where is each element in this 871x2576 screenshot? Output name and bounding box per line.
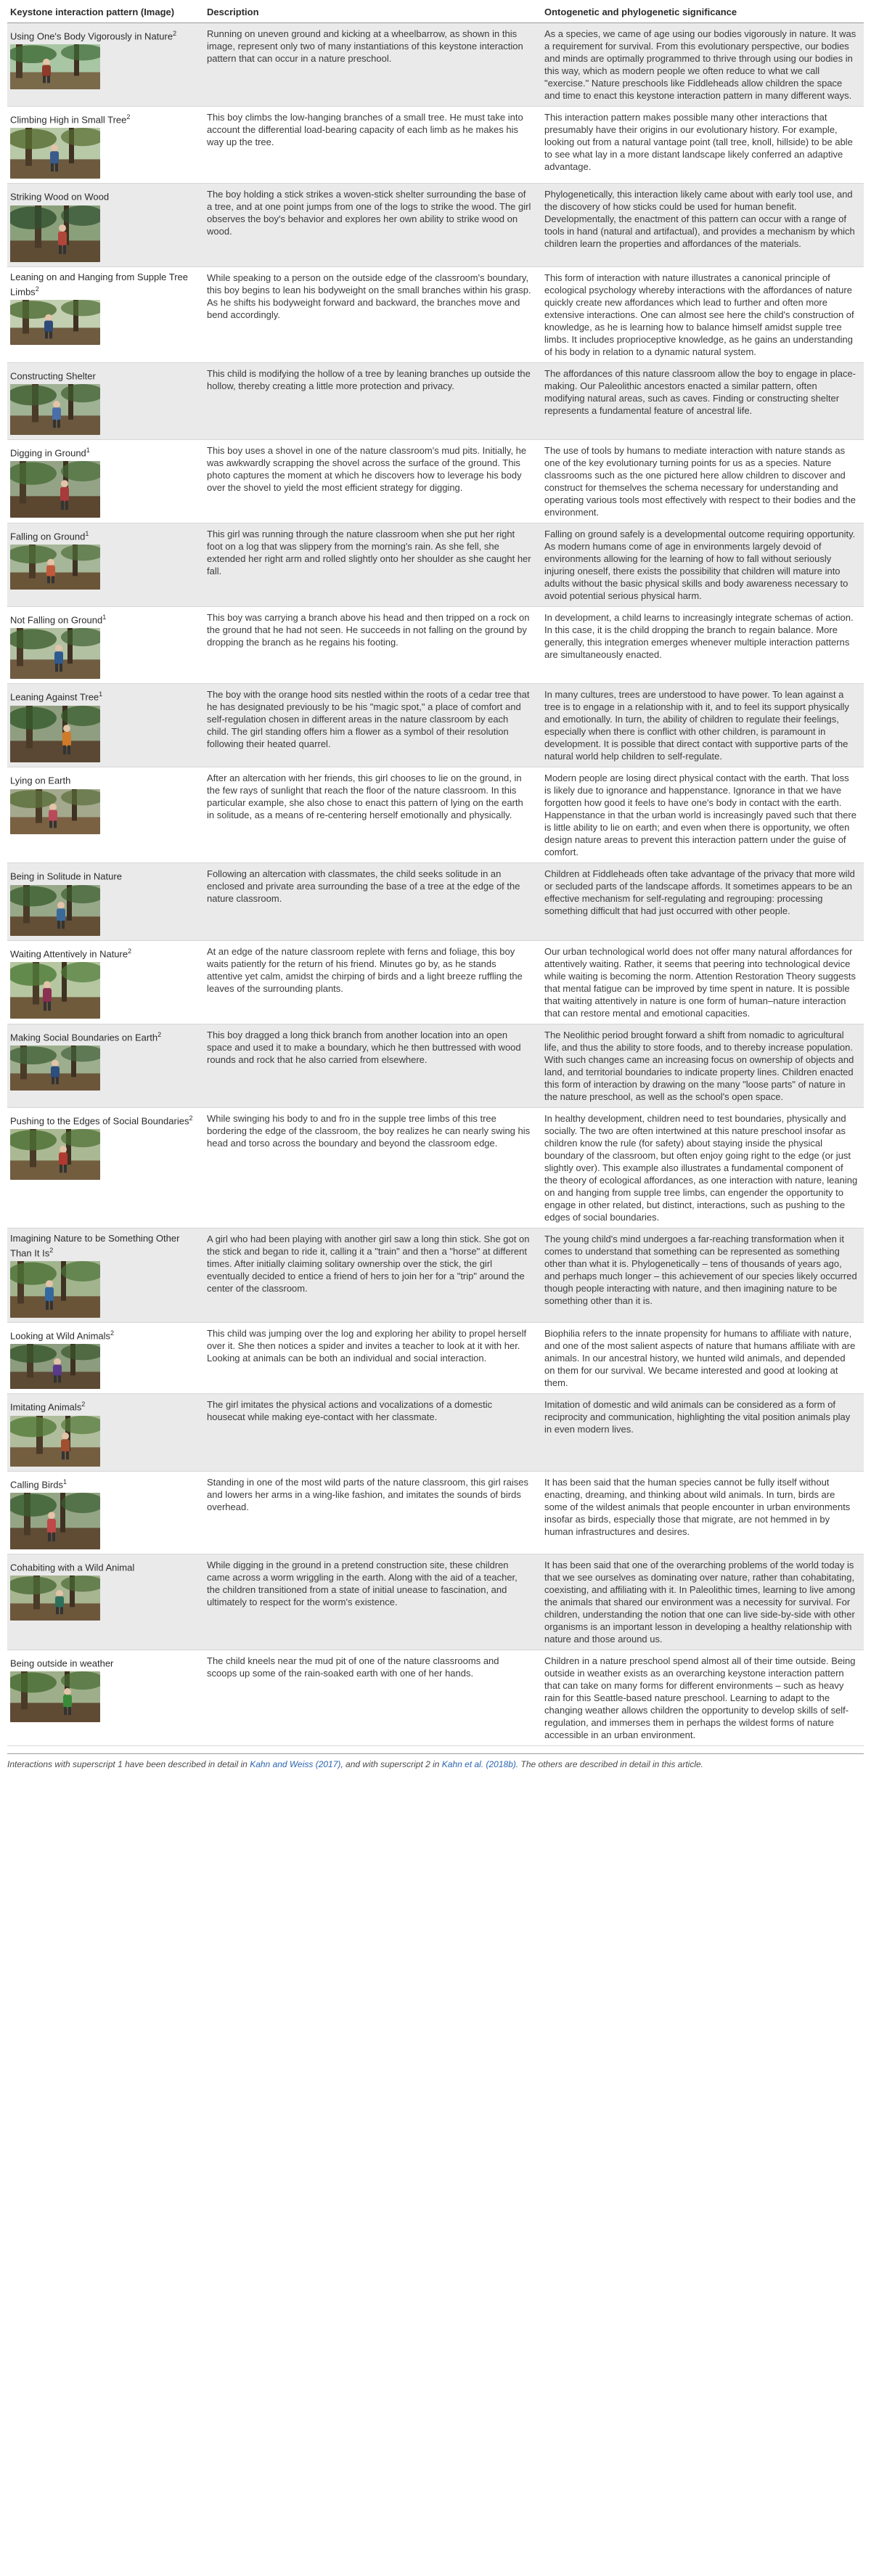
pattern-cell: [7, 266, 200, 362]
pattern-photo: [10, 461, 100, 518]
pattern-photo: [10, 962, 100, 1019]
description-cell: This child is modifying the hollow of a tree by leaning branches up outside the hollow, thereby creating a little more protection and privacy.: [200, 362, 537, 439]
description-cell: This girl was running through the nature classroom when she put her right foot on a log that was slippery from the morning's rain. As she fell, she extended her right arm and rolled slightly onto her shoulder as she caught her fall.: [200, 523, 537, 606]
description-cell: Running on uneven ground and kicking at a wheelbarrow, as shown in this image, represent only two of many instantiations of this keystone interaction pattern that can occur in a nature preschool.: [200, 23, 537, 107]
description-cell: The boy holding a stick strikes a woven-stick shelter surrounding the base of a tree, and at one point jumps from one of the logs to strike the wood. The girl observes the boy's behavior and explores her own ability to strike wood on wood.: [200, 184, 537, 266]
pattern-name-text: Waiting Attentively in Nature: [10, 947, 128, 959]
description-cell: Standing in one of the most wild parts of the nature classroom, this girl raises and lowers her arms in a wing-like fashion, and imitates the sounds of birds overhead.: [200, 1471, 537, 1554]
table-row: [7, 362, 864, 439]
pattern-name-text: Leaning Against Tree: [10, 691, 99, 703]
description-cell: While digging in the ground in a pretend construction site, these children came across a worm wriggling in the earth. Along with the aid of a teacher, the children transitioned from a state of initial unease to fascination, and ultimately to respect for the worm's existence.: [200, 1554, 537, 1650]
pattern-name: [10, 111, 194, 126]
pattern-name: [10, 28, 194, 42]
pattern-name-text: Imitating Animals: [10, 1401, 82, 1413]
pattern-name-text: Falling on Ground: [10, 531, 86, 542]
pattern-cell: [7, 1024, 200, 1107]
pattern-name: [10, 611, 194, 626]
pattern-cell: [7, 1107, 200, 1228]
pattern-name-text: Calling Birds: [10, 1478, 63, 1490]
description-cell: The girl imitates the physical actions and vocalizations of a domestic housecat while making eye-contact with her classmate.: [200, 1394, 537, 1471]
pattern-photo: [10, 1261, 100, 1318]
pattern-cell: [7, 107, 200, 184]
pattern-superscript: 2: [35, 285, 39, 293]
photo-image: [10, 384, 100, 435]
table-row: [7, 1394, 864, 1471]
photo-image: [10, 1576, 100, 1621]
significance-cell: This interaction pattern makes possible many other interactions that presumably have their origins in our evolutionary history. For example, looking out from a natural vantage point (tall tree, knoll, hillside) to be able to see what lay in a more distant landscape likely conferred an adaptive advantage.: [537, 107, 864, 184]
description-cell: A girl who had been playing with another girl saw a long thin stick. She got on the stick and began to ride it, calling it a "train" and then a "horse" at different times. After initially claiming solitary ownership over the stick, the girl eventually decided to entice a friend of hers to join her for a "trip" around the center of the classroom.: [200, 1228, 537, 1322]
footnote-reference-kahn-weiss-2017[interactable]: Kahn and Weiss (2017): [250, 1758, 341, 1769]
significance-cell: Our urban technological world does not offer many natural affordances for attentively waiting. Rather, it seems that peering into technological device while waiting is becoming the norm. Attention Restoration Theory suggests that mental fatigue can be improved by time spent in nature. It is possible that waiting attentively in nature is one form of human–nature interaction that can restore mental and emotional capacities.: [537, 940, 864, 1024]
significance-cell: The Neolithic period brought forward a shift from nomadic to agricultural life, and thus the ability to store foods, and to thereby increase population. With such changes came an increasing focus on ownership of objects and land, and territorial boundaries to indicate property lines. Children enacted this form of interaction by drawing on the many "loose parts" of nature in the nature preschool, as well as the school's open space.: [537, 1024, 864, 1107]
pattern-name: [10, 1327, 194, 1342]
significance-cell: In many cultures, trees are understood to have power. To lean against a tree is to engage in a relationship with it, and to feel its support physically and emotionally. In turn, the ability of children to regulate their feelings, especially when there is conflict with other children, is paramount in development. It is possible that direct contact with supportive parts of the natural world help children to self-regulate.: [537, 684, 864, 767]
photo-image: [10, 628, 100, 679]
pattern-name-text: Using One's Body Vigorously in Nature: [10, 30, 173, 42]
pattern-name-text: Being outside in weather: [10, 1658, 114, 1669]
footnote-text-3: . The others are described in detail in this article.: [515, 1758, 704, 1769]
pattern-name: [10, 1655, 194, 1669]
pattern-photo: [10, 128, 100, 179]
pattern-superscript: 2: [49, 1246, 54, 1254]
description-cell: While swinging his body to and fro in the supple tree limbs of this tree bordering the edge of the classroom, the boy realizes he can nearly swing his head and torso across the boundary and beyond the classroom edge.: [200, 1107, 537, 1228]
table-row: [7, 184, 864, 266]
pattern-name-text: Being in Solitude in Nature: [10, 871, 122, 882]
photo-image: [10, 1493, 100, 1549]
pattern-superscript: 1: [85, 529, 89, 537]
pattern-name-text: Making Social Boundaries on Earth: [10, 1031, 158, 1043]
pattern-photo: [10, 1046, 100, 1091]
pattern-photo: [10, 1416, 100, 1467]
pattern-name: [10, 188, 194, 203]
pattern-name: [10, 1029, 194, 1043]
table-row: [7, 523, 864, 606]
table-row: [7, 606, 864, 683]
pattern-superscript: 1: [62, 1477, 67, 1485]
pattern-name-text: Cohabiting with a Wild Animal: [10, 1562, 135, 1573]
pattern-photo: [10, 628, 100, 679]
header-pattern: Keystone interaction pattern (Image): [7, 0, 200, 23]
pattern-name: [10, 444, 194, 459]
pattern-superscript: 2: [173, 30, 177, 37]
pattern-superscript: 2: [128, 947, 132, 955]
table-row: [7, 107, 864, 184]
description-cell: While speaking to a person on the outside edge of the classroom's boundary, this boy begins to lean his bodyweight on the small branches within his grasp. As he shifts his bodyweight forward and backward, the branches move and bend accordingly.: [200, 266, 537, 362]
pattern-superscript: 2: [189, 1114, 193, 1122]
pattern-superscript: 2: [126, 113, 131, 121]
table-row: [7, 863, 864, 940]
significance-cell: This form of interaction with nature illustrates a canonical principle of ecological psychology whereby interactions with the affordances of nature quickly create new affordances which lead to further and often more extensive interactions. One can almost see here the child's construction of knowledge, as he is learning how to balance himself amidst supple tree limbs. It includes proprioceptive knowledge, as he gains an understanding of his body in relation to a dynamic natural system.: [537, 266, 864, 362]
pattern-name-text: Pushing to the Edges of Social Boundaries: [10, 1114, 189, 1126]
table-row: [7, 767, 864, 863]
significance-cell: The affordances of this nature classroom allow the boy to engage in place-making. Our Paleolithic ancestors enacted a similar pattern, often modifying natural areas, such as caves. Finding or constructing shelter represents a fundamental feature of ancestral life.: [537, 362, 864, 439]
pattern-superscript: 1: [86, 446, 90, 454]
photo-image: [10, 205, 100, 262]
significance-cell: The young child's mind undergoes a far-reaching transformation when it comes to understand that something can be represented as something other than what it is. Phylogenetically – tens of thousands of years ago, and perhaps much longer – this achievement of our species likely occurred though people interacting with nature, and then imagining nature to be something other than it is.: [537, 1228, 864, 1322]
table-row: [7, 1471, 864, 1554]
pattern-cell: [7, 362, 200, 439]
pattern-name: [10, 1112, 194, 1127]
table-row: [7, 1650, 864, 1745]
pattern-name-text: Leaning on and Hanging from Supple Tree Limbs: [10, 271, 189, 297]
description-cell: At an edge of the nature classroom replete with ferns and foliage, this boy waits patiently for the return of his friend. Minutes go by, as he stands attentive yet calm, amidst the chirping of birds and a light breeze ruffling the leaves of the surrounding plants.: [200, 940, 537, 1024]
pattern-photo: [10, 1493, 100, 1549]
photo-image: [10, 545, 100, 590]
table-row: [7, 439, 864, 523]
table-row: [7, 684, 864, 767]
significance-cell: In development, a child learns to increasingly integrate schemas of action. In this case, it is the child dropping the branch to regain balance. More generally, this integration emerges whenever multiple interaction patterns are simultaneously enacted.: [537, 606, 864, 683]
header-significance: Ontogenetic and phylogenetic significance: [537, 0, 864, 23]
pattern-cell: [7, 767, 200, 863]
pattern-name: [10, 1559, 194, 1573]
significance-cell: Imitation of domestic and wild animals can be considered as a form of reciprocity and communication, highlighting the vital position animals play in even modern lives.: [537, 1394, 864, 1471]
footnote-text-1: Interactions with superscript 1 have been described in detail in: [7, 1758, 250, 1769]
pattern-cell: [7, 606, 200, 683]
table-row: [7, 1107, 864, 1228]
significance-cell: In healthy development, children need to test boundaries, physically and socially. The two are often intertwined at this nature preschool insofar as children know the rule (for safety) about staying inside the physical boundary of the classroom, but often enjoy going right to the edge (or just slightly over). This example also illustrates a fundamental component of the theory of ecological affordances, as one interaction with nature, leaning on and hanging from supple tree limbs, can engender the opportunity to engage in other related, but distinct, interactions, such as pushing to the edges of social boundaries.: [537, 1107, 864, 1228]
pattern-name-text: Lying on Earth: [10, 775, 71, 786]
significance-cell: Phylogenetically, this interaction likely came about with early tool use, and the discovery of how sticks could be used for human benefit. Developmentally, the enactment of this pattern can occur with a range of tools in hand (natural and artifactual), and provides a mechanism by which children learn the properties and affordances of the materials.: [537, 184, 864, 266]
footnote-text-2: , and with superscript 2 in: [340, 1758, 442, 1769]
significance-cell: Children at Fiddleheads often take advantage of the privacy that more wild or secluded parts of the landscape affords. It sometimes appears to be an effective mechanism for self-regulating and regrouping: processing something difficult that had just occurred with other people.: [537, 863, 864, 940]
description-cell: This boy dragged a long thick branch from another location into an open space and used it to make a boundary, which he then buttressed with wood rounds and rock that he also carried from elsewhere.: [200, 1024, 537, 1107]
table-row: [7, 940, 864, 1024]
photo-image: [10, 461, 100, 518]
pattern-name: [10, 272, 194, 298]
pattern-photo: [10, 1576, 100, 1621]
pattern-cell: [7, 1650, 200, 1745]
pattern-photo: [10, 300, 100, 345]
pattern-name-text: Digging in Ground: [10, 447, 86, 459]
significance-cell: Falling on ground safely is a developmental outcome requiring opportunity. As modern humans come of age in environments largely devoid of environments allowing for the learning of how to fall without seriously injuring oneself, there exists the possibility that children will mature into adults without the basic physical skills and body awareness necessary to avoid potential serious physical harm.: [537, 523, 864, 606]
pattern-photo: [10, 205, 100, 262]
pattern-photo: [10, 1129, 100, 1180]
pattern-cell: [7, 439, 200, 523]
pattern-photo: [10, 885, 100, 936]
photo-image: [10, 706, 100, 762]
pattern-photo: [10, 384, 100, 435]
pattern-superscript: 2: [110, 1329, 115, 1337]
photo-image: [10, 789, 100, 834]
table-row: [7, 1554, 864, 1650]
keystone-interaction-table: [7, 0, 864, 1746]
pattern-superscript: 1: [99, 690, 103, 698]
pattern-name-text: Constructing Shelter: [10, 370, 96, 381]
pattern-photo: [10, 44, 100, 89]
pattern-cell: [7, 1554, 200, 1650]
description-cell: The child kneels near the mud pit of one of the nature classrooms and scoops up some of the rain-soaked earth with one of her hands.: [200, 1650, 537, 1745]
table-header: [7, 0, 864, 23]
pattern-name: [10, 868, 194, 882]
description-cell: This boy climbs the low-hanging branches of a small tree. He must take into account the differential load-bearing capacity of each limb as he makes his way up the tree.: [200, 107, 537, 184]
table-row: [7, 1228, 864, 1322]
description-cell: After an altercation with her friends, this girl chooses to lie on the ground, in the few rays of sunlight that reach the floor of the nature classroom. In this particular example, she also chose to enact this pattern of lying on the earth in solitude, as a means of re-centering herself emotionally and physically.: [200, 767, 537, 863]
table-row: [7, 1024, 864, 1107]
pattern-name: [10, 1398, 194, 1413]
pattern-name-text: Not Falling on Ground: [10, 614, 103, 626]
photo-image: [10, 1046, 100, 1091]
photo-image: [10, 44, 100, 89]
pattern-name-text: Imagining Nature to be Something Other Than It Is: [10, 1232, 180, 1258]
significance-cell: Children in a nature preschool spend almost all of their time outside. Being outside in weather exists as an overarching keystone interaction pattern that can take on many forms for different environments – such as heavy rain for this Seattle-based nature preschool. Learning to adapt to the changing weather allows children the opportunity to develop skills of self-regulation, and immerses them in perhaps the wildest forms of nature accessible in an urban environment.: [537, 1650, 864, 1745]
pattern-name: [10, 945, 194, 960]
pattern-name-text: Looking at Wild Animals: [10, 1330, 111, 1342]
significance-cell: It has been said that the human species cannot be fully itself without enacting, dreaming, and thinking about wild animals. In turn, birds are some of the wildest animals that people encounter in urban environments insofar as birds, especially those that migrate, are not hemmed in by human infrastructures and desires.: [537, 1471, 864, 1554]
pattern-name-text: Climbing High in Small Tree: [10, 114, 127, 126]
pattern-name: [10, 367, 194, 382]
pattern-name: [10, 528, 194, 542]
photo-image: [10, 1261, 100, 1318]
table-footnote: [7, 1753, 864, 1770]
pattern-cell: [7, 940, 200, 1024]
table-row: [7, 1322, 864, 1393]
pattern-cell: [7, 184, 200, 266]
pattern-photo: [10, 789, 100, 834]
significance-cell: Biophilia refers to the innate propensity for humans to affiliate with nature, and one of the most salient aspects of nature that humans affiliate with are animals. In our ancestral history, we hunted wild animals, and depended on them for our survival. We became interested and good at looking at them.: [537, 1322, 864, 1393]
pattern-name: [10, 688, 194, 703]
pattern-cell: [7, 1322, 200, 1393]
photo-image: [10, 1129, 100, 1180]
pattern-superscript: 1: [102, 613, 107, 621]
header-description: Description: [200, 0, 537, 23]
table-row: [7, 266, 864, 362]
photo-image: [10, 1416, 100, 1467]
significance-cell: Modern people are losing direct physical contact with the earth. That loss is likely due to ignorance and happenstance. Ignorance in that we have forgotten how good it feels to have one's body in contact with the earth. Happenstance in that the urban world is increasingly paved such that there is little ability to lie on earth; and even when there is opportunity, we often design nature areas to prevent this interaction pattern under the guise of comfort.: [537, 767, 864, 863]
photo-image: [10, 300, 100, 345]
description-cell: This child was jumping over the log and exploring her ability to propel herself over it. She then notices a spider and invites a teacher to look at it with her. Looking at animals can be both an individual and social interaction.: [200, 1322, 537, 1393]
description-cell: This boy was carrying a branch above his head and then tripped on a rock on the ground that he had not seen. He succeeds in not falling on the ground by dropping the branch as he regains his footing.: [200, 606, 537, 683]
pattern-superscript: 2: [158, 1030, 162, 1038]
pattern-name-text: Striking Wood on Wood: [10, 191, 110, 203]
photo-image: [10, 1671, 100, 1722]
photo-image: [10, 128, 100, 179]
significance-cell: It has been said that one of the overarching problems of the world today is that we see ourselves as dominating over nature, rather than cohabitating, coexisting, and affiliating with it. In Paleolithic times, learning to live among the animals that shared our environment was a necessity for survival. For children, understanding the notion that one can live side-by-side with other organisms is an important lesson in developing a healthy relationship with nature and those around us.: [537, 1554, 864, 1650]
description-cell: Following an altercation with classmates, the child seeks solitude in an enclosed and private area surrounding the base of a tree at the edge of the nature classroom.: [200, 863, 537, 940]
photo-image: [10, 885, 100, 936]
photo-image: [10, 962, 100, 1019]
footnote-reference-kahn-2018b[interactable]: Kahn et al. (2018b): [441, 1758, 516, 1769]
pattern-name: [10, 772, 194, 786]
table-row: [7, 23, 864, 107]
significance-cell: The use of tools by humans to mediate interaction with nature stands as one of the key evolutionary turning points for us as a species. Nature classrooms such as the one pictured here allow children to discover and construct for themselves the schema necessary for understanding and operating various tools most effectively with respect to their bodies and the environment.: [537, 439, 864, 523]
significance-cell: As a species, we came of age using our bodies vigorously in nature. It was a requirement for survival. From this evolutionary perspective, our bodies and minds are optimally programmed to thrive through using our bodies in this way, which as modern people we often reduce to what we call "exercise." Nature preschools like Fiddleheads allow children the space and time to enact this keystone interaction pattern in many different ways.: [537, 23, 864, 107]
pattern-photo: [10, 545, 100, 590]
pattern-name: [10, 1476, 194, 1491]
pattern-cell: [7, 1228, 200, 1322]
pattern-name: [10, 1233, 194, 1259]
photo-image: [10, 1344, 100, 1389]
pattern-superscript: 2: [81, 1401, 86, 1409]
table-body: [7, 23, 864, 1746]
pattern-photo: [10, 1671, 100, 1722]
pattern-cell: [7, 863, 200, 940]
pattern-photo: [10, 1344, 100, 1389]
pattern-photo: [10, 706, 100, 762]
description-cell: This boy uses a shovel in one of the nature classroom's mud pits. Initially, he was awkwardly scrapping the shovel across the surface of the ground. This photo captures the moment at which he discovers how to leverage his body over the shovel to yield the most efficient strategy for digging.: [200, 439, 537, 523]
pattern-cell: [7, 1394, 200, 1471]
pattern-cell: [7, 23, 200, 107]
description-cell: The boy with the orange hood sits nestled within the roots of a cedar tree that he has designated previously to be his "magic spot," a place of comfort and self-regulation chosen in different areas in the nature classroom by each child. The girl standing offers him a flower as a symbol of their resolution following their heated quarrel.: [200, 684, 537, 767]
pattern-cell: [7, 684, 200, 767]
pattern-cell: [7, 523, 200, 606]
pattern-cell: [7, 1471, 200, 1554]
